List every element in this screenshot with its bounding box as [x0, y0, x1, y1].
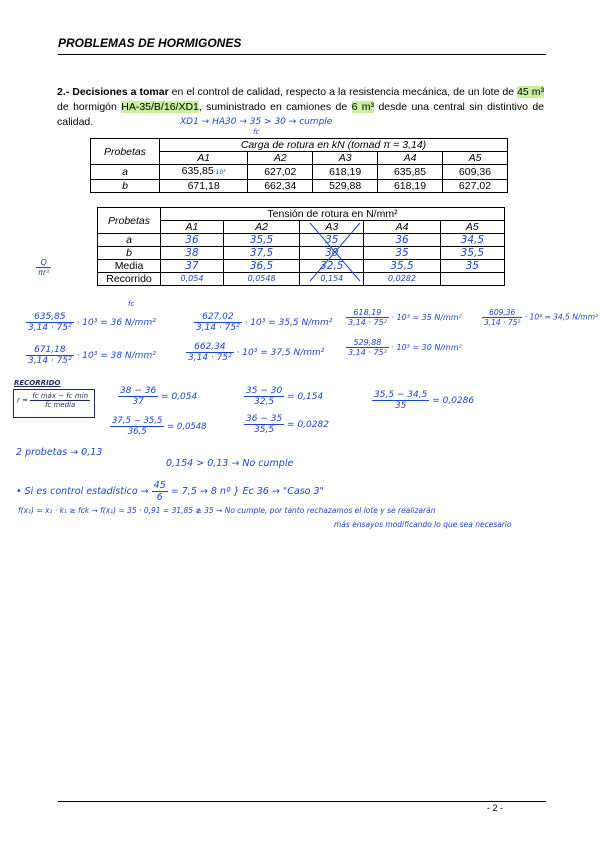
footer-rule — [58, 801, 546, 802]
table-cell: 35 — [440, 260, 504, 273]
side-note-formula: $\frac{Q}{\text{πr²}}$ — [38, 258, 50, 277]
table-cell: 36,5 — [223, 260, 299, 273]
table-row — [98, 273, 505, 286]
table-cell: 0,0548 — [223, 273, 299, 286]
problem-lead: 2.- Decisiones a tomar — [57, 86, 169, 98]
note-final-conclusion-cont: más ensayos modificando lo que sea necesario — [334, 520, 512, 529]
calc-stress-a5: $\frac{609,36}{\text{3,14 · 75²}}$ · 10³ = 34,5 N/mm² — [484, 308, 599, 327]
cell-note: ·10³ — [213, 169, 226, 176]
table-row — [91, 165, 508, 180]
statement-text: de hormigón — [57, 101, 122, 113]
calc-range-a4: $\frac{36 - 35}{35,5}$ = 0,0282 — [246, 414, 329, 435]
calc-stress-a2: $\frac{627,02}{\text{3,14 · 75²}}$ · 10³ = 35,5 N/mm² — [196, 312, 333, 333]
table-cell: 662,34 — [248, 180, 313, 193]
calc-stress-b3: $\frac{529,88}{\text{3,14 · 75²}}$ · 10³ = 30 N/mm² — [348, 338, 462, 357]
note-final-conclusion: f(x₁) = x₁ · k₁ ≥ fck → f(x₁) = 35 · 0,91 = 31,85 ≱ 35 → No cumple, por tanto rechazamos el lote y se realizarán — [18, 506, 436, 515]
load-table — [90, 138, 508, 193]
table-cell: 35 — [300, 234, 364, 247]
table-cell: 35,5 — [440, 247, 504, 260]
table-cell: 35 — [364, 247, 440, 260]
table-cell: 36 — [364, 234, 440, 247]
header-rule — [58, 54, 546, 55]
note-fc-mark: fc — [128, 300, 135, 308]
col-header: A1 — [161, 221, 224, 234]
table-cell: 0,154 — [300, 273, 364, 286]
table-cell: 36 — [161, 234, 224, 247]
note-fc-mark: fc — [253, 128, 260, 136]
col-header: A3 — [300, 221, 364, 234]
table-cell: 32,5 — [300, 260, 364, 273]
table-cell: 609,36 — [442, 165, 507, 180]
col-header: A5 — [442, 152, 507, 165]
calc-range-a1: $\frac{38 - 36}{37}$ = 0,054 — [120, 386, 198, 407]
table-header-title: Tensión de rotura en N/mm² — [161, 208, 505, 221]
statement-text: en el control de calidad, respecto a la resistencia mecánica, de un lote de — [168, 86, 518, 98]
note-statistical-control: • Si es control estadístico → $\frac{45}{6}$ = 7,5 → 8 nº } Ec 36 → "Caso 3" — [16, 480, 324, 503]
col-header: A4 — [378, 152, 443, 165]
table-header-title: Carga de rotura en kN (tomad π = 3,14) — [160, 139, 508, 152]
table-cell: 618,19 — [313, 165, 378, 180]
row-label: a — [91, 165, 160, 180]
table-cell: 35,5 — [364, 260, 440, 273]
col-header: A1 — [160, 152, 248, 165]
col-header: A4 — [364, 221, 440, 234]
col-header: A5 — [440, 221, 504, 234]
note-two-specimens: 2 probetas → 0,13 — [16, 447, 103, 458]
calc-stress-b1: $\frac{671,18}{\text{3,14 · 75²}}$ · 10³ = 38 N/mm² — [28, 345, 156, 366]
table-header-probetas: Probetas — [98, 208, 161, 234]
table-cell: 37 — [161, 260, 224, 273]
table-cell: 627,02 — [442, 180, 507, 193]
row-label: a — [98, 234, 161, 247]
table-cell: 30 — [300, 247, 364, 260]
col-header: A2 — [248, 152, 313, 165]
calc-stress-a1: $\frac{635,85}{\text{3,14 · 75²}}$ · 10³ = 36 N/mm² — [28, 312, 156, 333]
row-label: b — [91, 180, 160, 193]
calc-stress-b2: $\frac{662,34}{\text{3,14 · 75²}}$ · 10³ = 37,5 N/mm² — [188, 342, 325, 363]
calc-range-a3: $\frac{35 - 30}{32,5}$ = 0,154 — [246, 386, 324, 407]
table-cell — [440, 273, 504, 286]
highlight-truck-volume: 6 m³ — [351, 101, 375, 113]
statement-text: desde una central sin distintivo de calidad. — [57, 101, 545, 128]
table-cell: 35,5 — [223, 234, 299, 247]
row-label: Recorrido — [98, 273, 161, 286]
note-xd1-line: XD1 → HA30 → 35 > 30 → cumple — [180, 117, 333, 127]
row-label: b — [98, 247, 161, 260]
highlight-designation: HA-35/B/16/XD1 — [121, 101, 199, 113]
row-label: Media — [98, 260, 161, 273]
col-header: A3 — [313, 152, 378, 165]
calc-stress-a3: $\frac{618,19}{\text{3,14 · 75²}}$ · 10³ = 35 N/mm² — [348, 308, 462, 327]
table-cell: 0,0282 — [364, 273, 440, 286]
table-row — [98, 234, 505, 247]
table-row — [98, 260, 505, 273]
table-cell: 37,5 — [223, 247, 299, 260]
table-row — [98, 247, 505, 260]
table-cell: 635,85·10³ — [160, 165, 248, 180]
recorrido-heading: RECORRIDO — [14, 379, 61, 387]
table-cell: 529,88 — [313, 180, 378, 193]
table-cell: 38 — [161, 247, 224, 260]
table-cell: 34,5 — [440, 234, 504, 247]
calc-range-a2: $\frac{37,5 - 35,5}{36,5}$ = 0,0548 — [112, 416, 207, 437]
calc-range-a5: $\frac{35,5 - 34,5}{35}$ = 0,0286 — [374, 390, 475, 411]
recorrido-formula: r = $\frac{\text{fc máx − fc mín}}{\text{fc media}}$ — [17, 392, 89, 409]
table-header-probetas: Probetas — [91, 139, 160, 165]
page-header-title: PROBLEMAS DE HORMIGONES — [58, 36, 242, 50]
highlight-volume: 45 m³ — [517, 86, 544, 98]
table-cell: 627,02 — [248, 165, 313, 180]
table-cell: 618,19 — [378, 180, 443, 193]
stress-table — [97, 207, 505, 286]
cross-out-mark — [302, 221, 368, 283]
page-number: - 2 - — [487, 803, 504, 813]
table-cell: 635,85 — [378, 165, 443, 180]
table-row — [91, 180, 508, 193]
table-cell: 671,18 — [160, 180, 248, 193]
col-header: A2 — [223, 221, 299, 234]
table-cell: 0,054 — [161, 273, 224, 286]
statement-text: , suministrado en camiones de — [198, 101, 352, 113]
note-comparison: 0,154 > 0,13 → No cumple — [166, 458, 294, 469]
